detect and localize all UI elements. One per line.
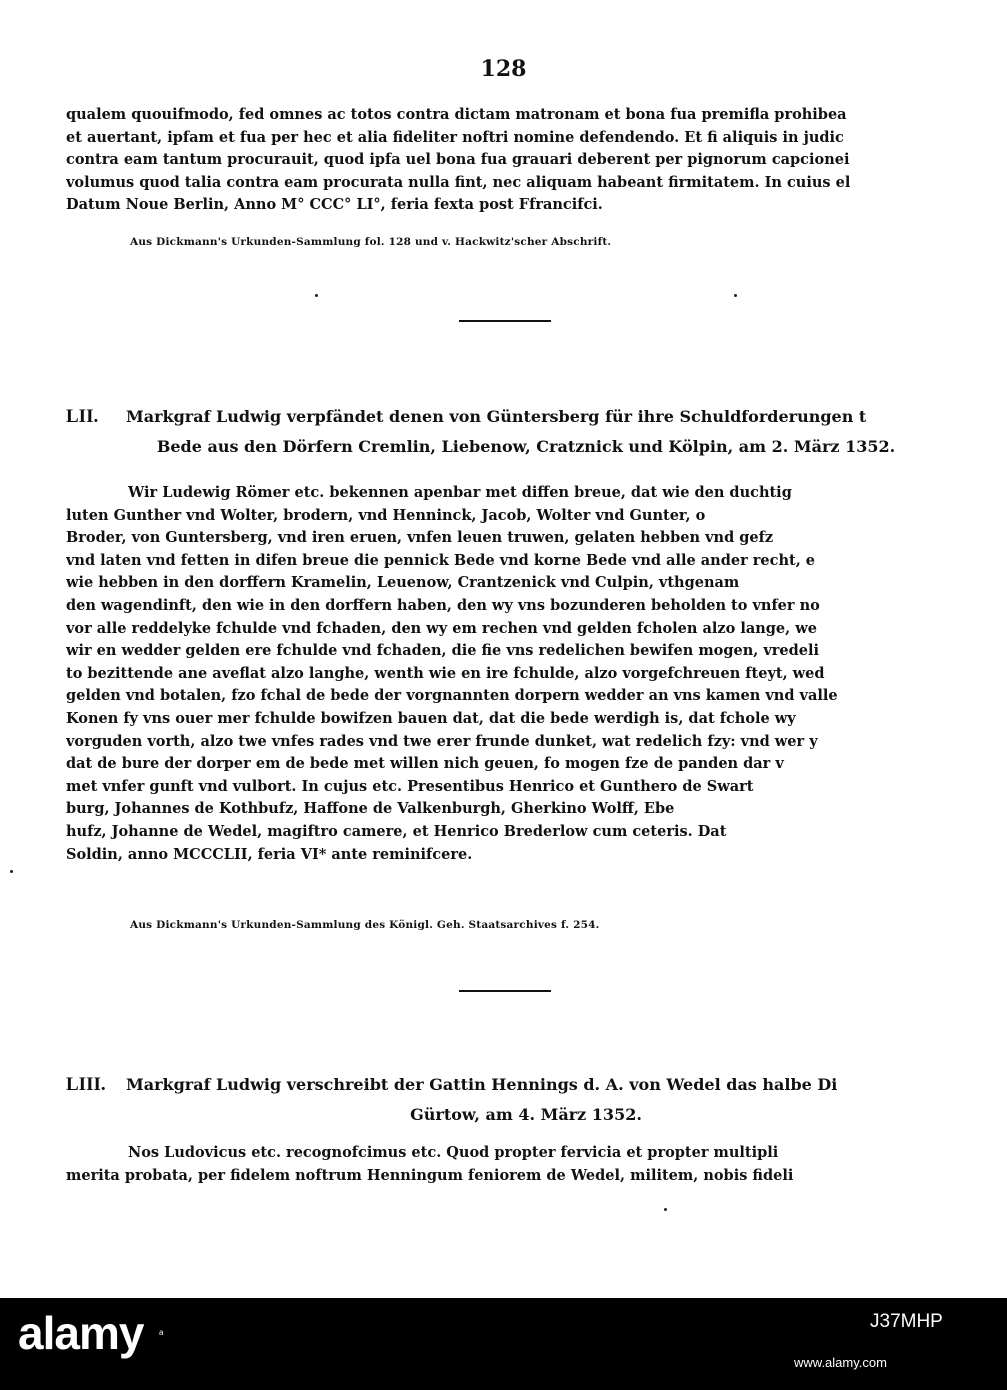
heading-line: Gürtow, am 4. März 1352. (410, 1105, 642, 1124)
text-line: gelden vnd botalen, fzo fchal de bede der vorgnannten dorpern wedder an vns kamen vnd valle (66, 687, 838, 705)
text-line: Nos Ludovicus etc. recognofcimus etc. Quod propter fervicia et propter multipli (128, 1144, 779, 1161)
document-body-LII (66, 482, 1007, 866)
continuation-text (66, 104, 1007, 217)
watermark-footer (0, 1298, 1007, 1390)
text-line: qualem quouifmodo, fed omnes ac totos contra dictam matronam et bona fua premifla prohibea (66, 106, 847, 123)
text-line: burg, Johannes de Kothbufz, Haffone de Valkenburgh, Gherkino Wolff, Ebe (66, 800, 675, 818)
heading-line: Markgraf Ludwig verschreibt der Gattin Hennings d. A. von Wedel das halbe Di (126, 1075, 838, 1094)
text-line: to bezittende ane aveflat alzo langhe, wenth wie en ire fchulde, alzo vorgefchreuen fteyt, wed (66, 664, 825, 682)
heading-line: Bede aus den Dörfern Cremlin, Liebenow, Cratznick und Kölpin, am 2. März 1352. (156, 437, 896, 456)
text-line: volumus quod talia contra eam procurata nulla fint, nec aliquam habeant firmitatem. In cuius el (66, 173, 851, 191)
text-line: wie hebben in den dorffern Kramelin, Leuenow, Crantzenick vnd Culpin, vthgenam (66, 574, 740, 592)
document-heading-LIII (66, 1070, 1007, 1130)
heading-line: Markgraf Ludwig verpfändet denen von Güntersberg für ihre Schuldforderungen t (126, 407, 867, 426)
text-line: dat de bure der dorper em de bede met willen nich geuen, fo mogen fze de panden dar v (66, 755, 784, 773)
image-id: J37MHP (870, 1311, 943, 1332)
section-divider (459, 990, 551, 992)
document-number: LII. (66, 406, 99, 427)
alamy-logo (18, 1306, 178, 1370)
text-line: met vnfer gunft vnd vulbort. In cujus etc. Presentibus Henrico et Gunthero de Swart (66, 777, 754, 795)
site-url: www.alamy.com (794, 1355, 887, 1370)
text-line: Datum Noue Berlin, Anno M° CCC° LI°, feria fexta post Ffrancifci. (66, 196, 603, 214)
section-divider (459, 320, 551, 322)
document-number: LIII. (66, 1074, 106, 1095)
text-line: vorguden vorth, alzo twe vnfes rades vnd twe erer frunde dunket, wat redelich fzy: vnd wer y (66, 732, 818, 750)
source-note: Aus Dickmann's Urkunden-Sammlung fol. 128 und v. Hackwitz'scher Abschrift. (130, 236, 612, 248)
text-line: Wir Ludewig Römer etc. bekennen apenbar met diffen breue, dat wie den duchtig (128, 484, 792, 501)
text-line: den wagendinft, den wie in den dorffern haben, den wy vns bozunderen beholden to vnfer no (66, 596, 820, 614)
text-line: vor alle reddelyke fchulde vnd fchaden, den wy em rechen vnd gelden fcholen alzo lange, we (66, 619, 817, 637)
text-line: Konen fy vns ouer mer fchulde bowifzen bauen dat, dat die bede werdigh is, dat fchole wy (66, 709, 796, 727)
text-line: hufz, Johanne de Wedel, magiftro camere, et Henrico Brederlow cum ceteris. Dat (66, 822, 727, 840)
scan-speck (315, 294, 318, 297)
document-heading-LII (66, 402, 1007, 462)
logo-wordmark: alamy (18, 1307, 144, 1359)
text-line: Soldin, anno MCCCLII, feria VI* ante reminifcere. (66, 845, 473, 863)
scan-speck (10, 870, 13, 873)
text-line: Broder, von Guntersberg, vnd iren eruen, vnfen leuen truwen, gelaten hebben vnd gefz (66, 529, 774, 547)
text-line: et auertant, ipfam et fua per hec et alia fideliter noftri nomine defendendo. Et fi aliquis in judic (66, 128, 844, 146)
text-line: contra eam tantum procurauit, quod ipfa uel bona fua grauari deberent per pignorum capcionei (66, 151, 850, 169)
scan-speck (734, 294, 737, 297)
text-line: vnd laten vnd fetten in difen breue die pennick Bede vnd korne Bede vnd alle ander recht, e (66, 551, 816, 569)
text-line: luten Gunther vnd Wolter, brodern, vnd Henninck, Jacob, Wolter vnd Gunter, o (66, 506, 706, 524)
scan-speck (664, 1208, 667, 1211)
document-body-LIII (66, 1142, 1007, 1187)
source-note: Aus Dickmann's Urkunden-Sammlung des Königl. Geh. Staatsarchives f. 254. (130, 919, 600, 931)
trademark-mark: a (159, 1328, 164, 1337)
text-line: wir en wedder gelden ere fchulde vnd fchaden, die fie vns redelichen bewifen mogen, vredeli (66, 642, 820, 660)
page-number: 128 (480, 56, 527, 82)
text-line: merita probata, per fidelem noftrum Henningum feniorem de Wedel, militem, nobis fideli (66, 1166, 794, 1184)
